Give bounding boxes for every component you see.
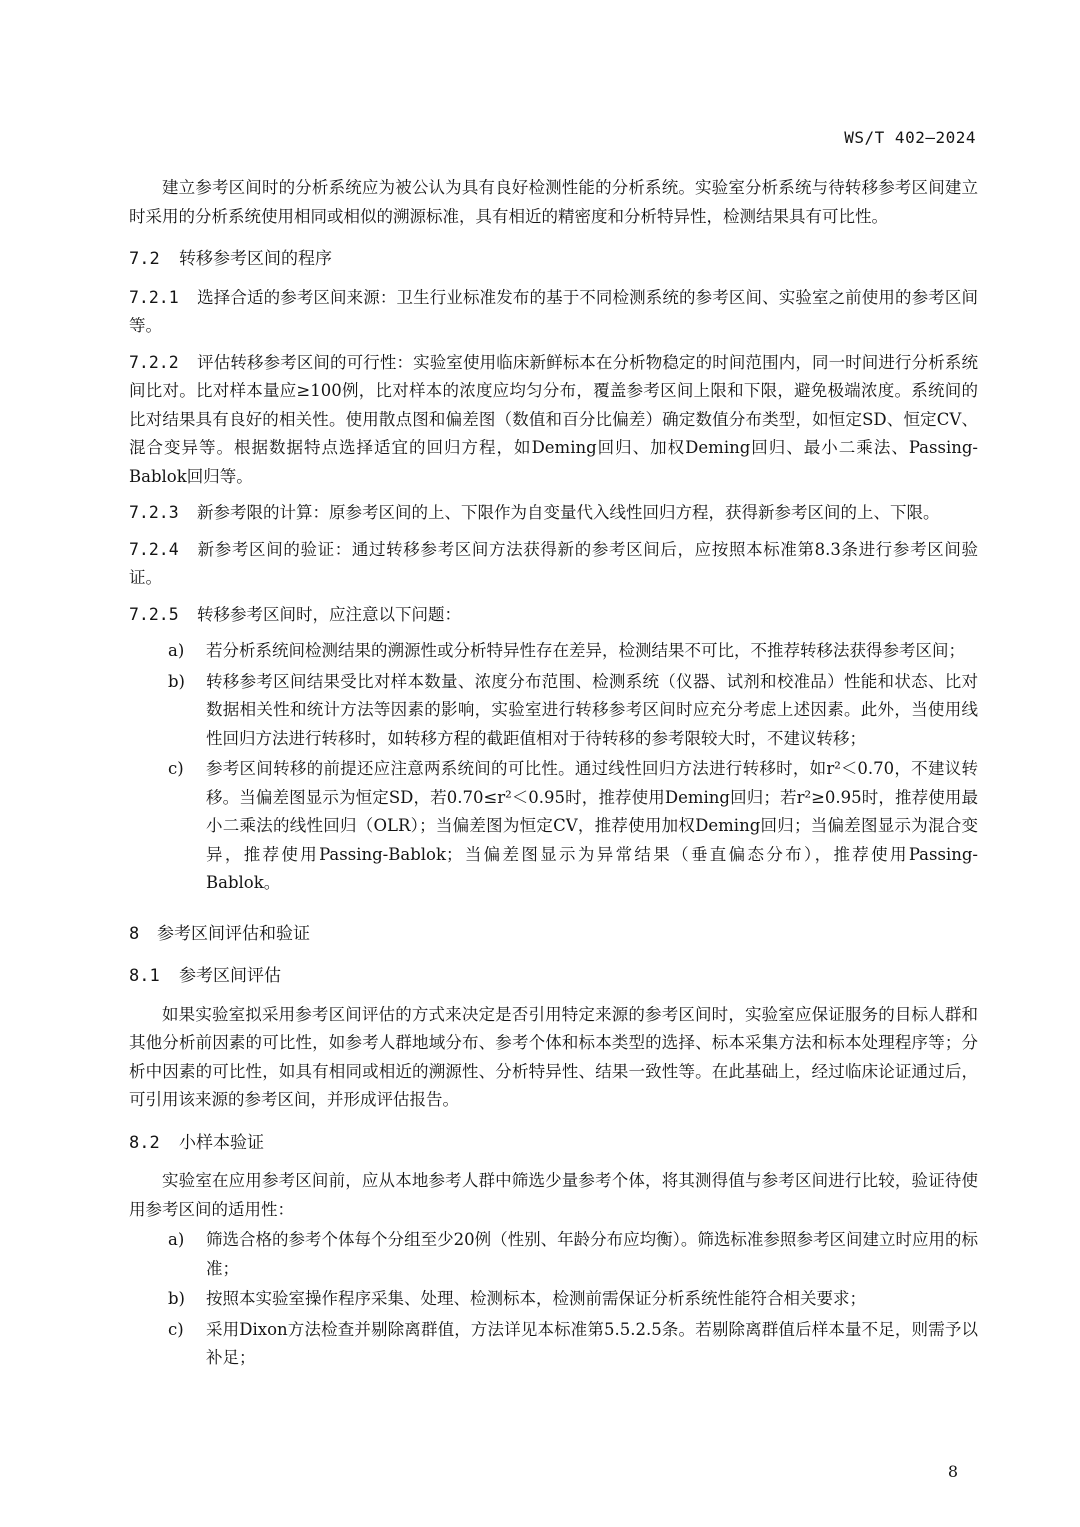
clause-text: 评估转移参考区间的可行性：实验室使用临床新鲜标本在分析物稳定的时间范围内，同一时间进行分析系统间比对。比对样本量应≥100例，比对样本的浓度应均匀分布，覆盖参考区间上限和下限，避免极端浓度。系统间的比对结果具有良好的相关性。使用散点图和偏差图（数值和百分比偏差）确定数值分布类型，如恒定SD、恒定CV、混合变异等。根据数据特点选择适宜的回归方程，如Deming回归、加权Deming回归、最小二乘法、Passing-Bablok回归等。 <box>129 352 978 486</box>
clause-7-2-5-list <box>129 637 978 898</box>
page-content <box>129 174 978 1381</box>
clause-7-2-5 <box>129 601 978 630</box>
list-marker: b) <box>168 1289 185 1308</box>
section-number: 8.2 <box>129 1132 160 1153</box>
section-number: 8 <box>129 923 140 944</box>
clause-number: 7.2.1 <box>129 287 179 307</box>
list-item-text: 筛选合格的参考个体每个分组至少20例（性别、年龄分布应均衡）。筛选标准参照参考区间建立时应用的标准； <box>206 1230 978 1278</box>
section-8-2-paragraph: 实验室在应用参考区间前，应从本地参考人群中筛选少量参考个体，将其测得值与参考区间进行比较，验证待使用参考区间的适用性： <box>129 1171 978 1219</box>
list-marker: a) <box>168 641 185 660</box>
list-item-text: 若分析系统间检测结果的溯源性或分析特异性存在差异，检测结果不可比，不推荐转移法获得参考区间； <box>206 641 965 660</box>
clause-text: 选择合适的参考区间来源：卫生行业标准发布的基于不同检测系统的参考区间、实验室之前使用的参考区间等。 <box>129 287 978 335</box>
section-title: 转移参考区间的程序 <box>179 249 332 269</box>
clause-number: 7.2.4 <box>129 539 179 559</box>
clause-number: 7.2.5 <box>129 604 179 624</box>
list-item-text: 转移参考区间结果受比对样本数量、浓度分布范围、检测系统（仪器、试剂和校准品）性能和状态、比对数据相关性和统计方法等因素的影响，实验室进行转移参考区间时应充分考虑上述因素。此外，当使用线性回归方法进行转移时，如转移方程的截距值相对于待转移的参考限较大时，不建议转移； <box>206 671 978 748</box>
section-number: 7.2 <box>129 249 160 269</box>
clause-7-2-4 <box>129 536 978 593</box>
clause-text: 新参考限的计算：原参考区间的上、下限作为自变量代入线性回归方程，获得新参考区间的上、下限。 <box>197 503 940 522</box>
list-item <box>129 1285 978 1314</box>
list-item <box>129 1226 978 1283</box>
list-item <box>129 1316 978 1373</box>
section-7-2-heading <box>129 245 978 274</box>
clause-7-2-2 <box>129 349 978 492</box>
clause-7-2-1 <box>129 284 978 341</box>
section-8-1-paragraph: 如果实验室拟采用参考区间评估的方式来决定是否引用特定来源的参考区间时，实验室应保证服务的目标人群和其他分析前因素的可比性，如参考人群地域分布、参考个体和标本类型的选择、标本采集方法和标本处理程序等；分析中因素的可比性，如具有相同或相近的溯源性、分析特异性、结果一致性等。在此基础上，经过临床论证通过后，可引用该来源的参考区间，并形成评估报告。 <box>129 1004 978 1109</box>
list-item-text: 参考区间转移的前提还应注意两系统间的可比性。通过线性回归方法进行转移时，如r²＜0.70，不建议转移。当偏差图显示为恒定SD，若0.70≤r²＜0.95时，推荐使用Deming回归；若r²≥0.95时，推荐使用最小二乘法的线性回归（OLR）；当偏差图为恒定CV，推荐使用加权Deming回归；当偏差图显示为混合变异，推荐使用Passing-Bablok；当偏差图显示为异常结果（垂直偏态分布），推荐使用Passing-Bablok。 <box>206 759 978 892</box>
list-marker: b) <box>168 671 185 691</box>
list-marker: c) <box>168 759 184 778</box>
page-number: 8 <box>947 1462 958 1481</box>
clause-text: 新参考区间的验证：通过转移参考区间方法获得新的参考区间后，应按照本标准第8.3条进行参考区间验证。 <box>129 539 978 587</box>
section-title: 参考区间评估 <box>179 966 281 986</box>
section-8-heading <box>129 920 978 949</box>
list-item <box>129 668 978 754</box>
intro-paragraph: 建立参考区间时的分析系统应为被公认为具有良好检测性能的分析系统。实验室分析系统与待转移参考区间建立时采用的分析系统使用相同或相似的溯源标准，具有相近的精密度和分析特异性，检测结果具有可比性。 <box>129 178 978 226</box>
document-code: WS/T 402—2024 <box>844 128 976 147</box>
section-8-2-list <box>129 1226 978 1373</box>
list-item <box>129 637 978 666</box>
list-item-text: 采用Dixon方法检查并剔除离群值，方法详见本标准第5.5.2.5条。若剔除离群值后样本量不足，则需予以补足； <box>206 1319 978 1367</box>
section-8-1-heading <box>129 962 978 991</box>
section-title: 参考区间评估和验证 <box>157 923 310 944</box>
section-8-2-heading <box>129 1129 978 1158</box>
list-marker: a) <box>168 1230 185 1249</box>
list-item-text: 按照本实验室操作程序采集、处理、检测标本，检测前需保证分析系统性能符合相关要求； <box>206 1289 866 1308</box>
section-title: 小样本验证 <box>179 1132 264 1153</box>
clause-7-2-3 <box>129 499 978 528</box>
clause-number: 7.2.3 <box>129 503 179 522</box>
list-marker: c) <box>168 1319 184 1339</box>
clause-number: 7.2.2 <box>129 352 179 372</box>
clause-text: 转移参考区间时，应注意以下问题： <box>197 604 461 624</box>
list-item <box>129 755 978 898</box>
section-number: 8.1 <box>129 966 160 986</box>
